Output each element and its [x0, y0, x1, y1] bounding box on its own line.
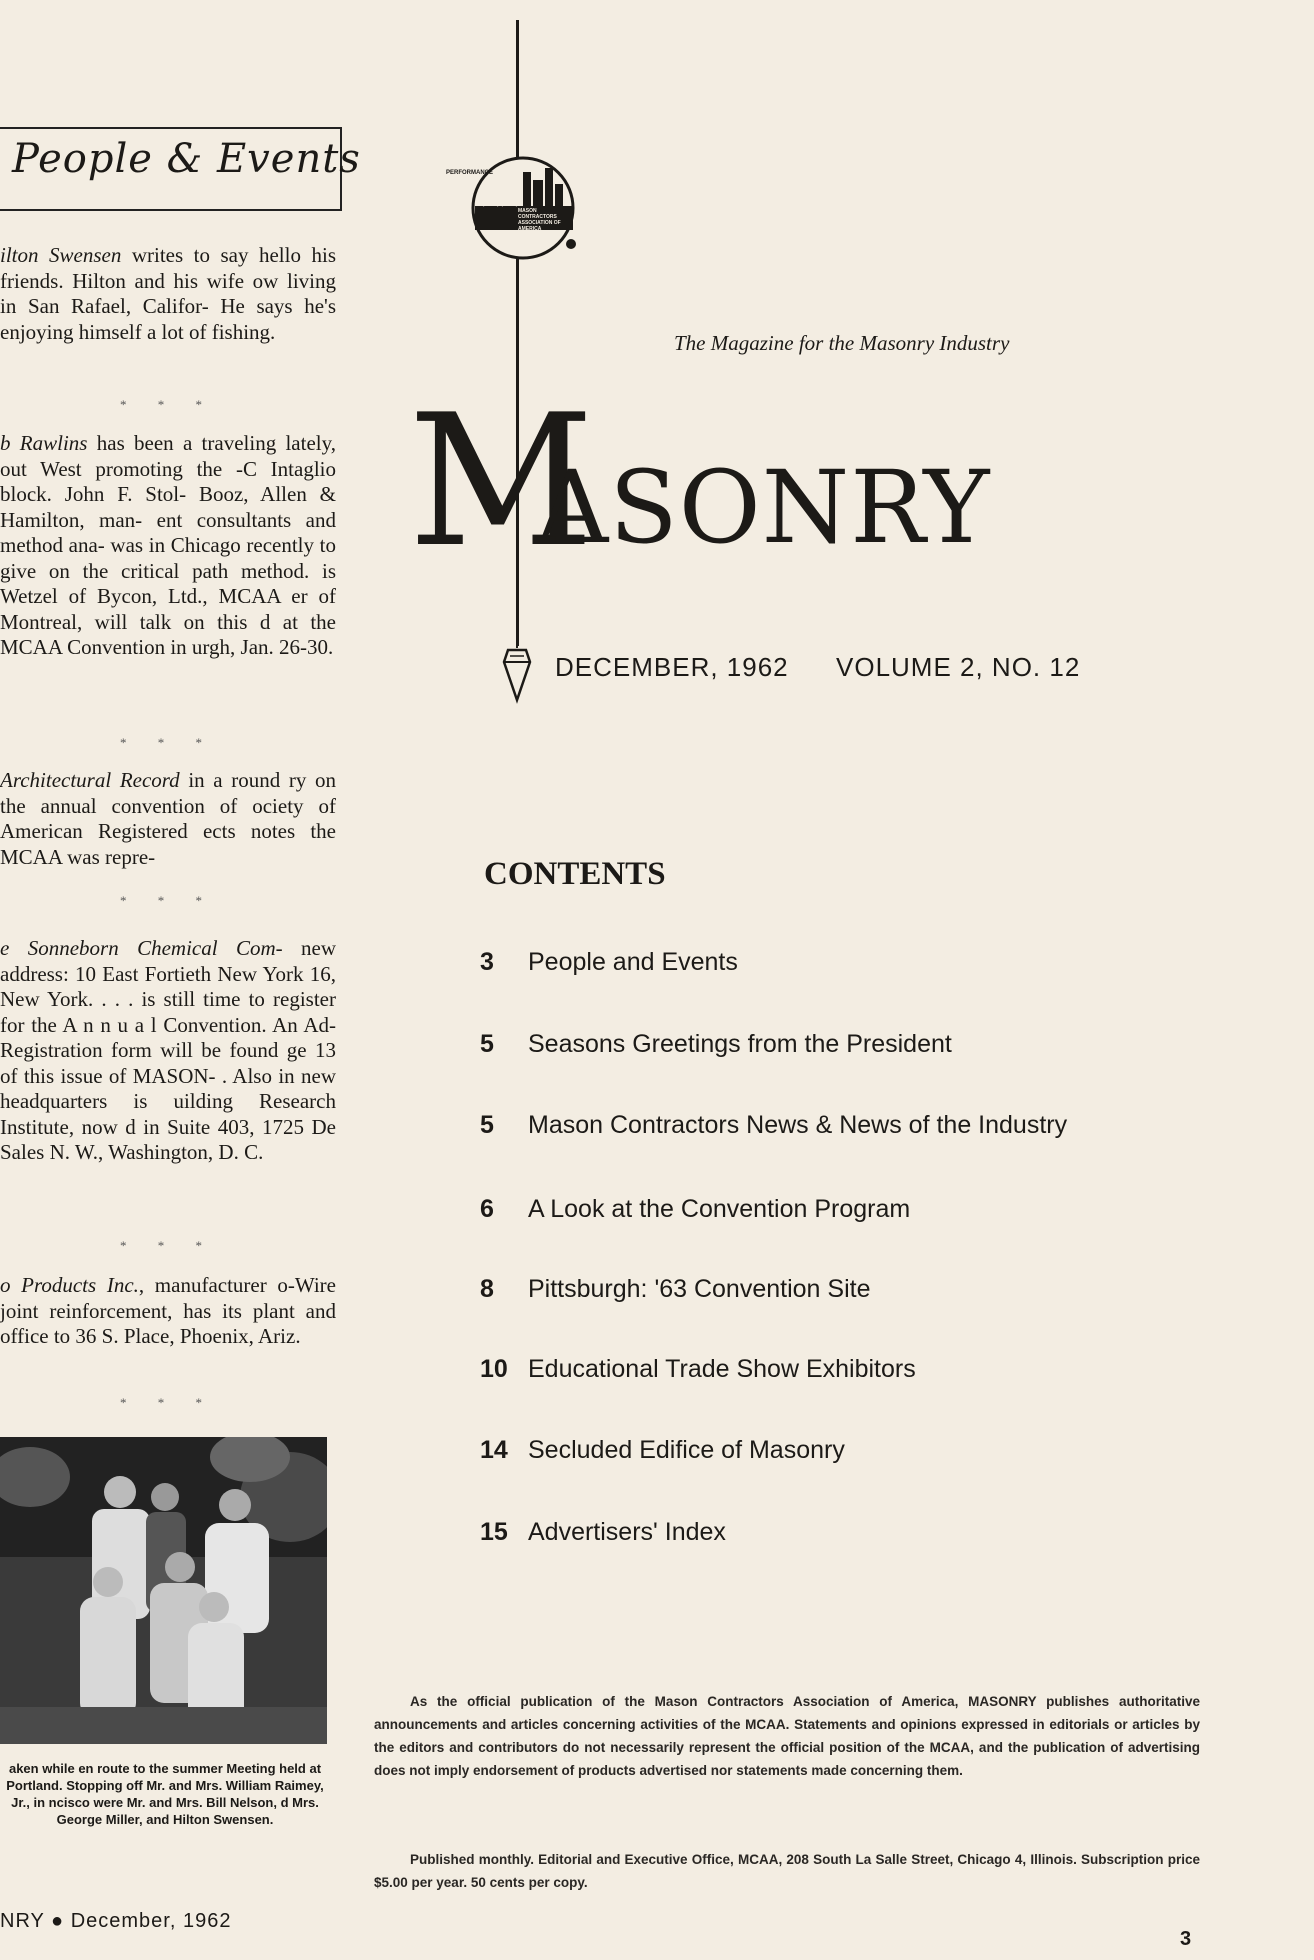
toc-item: [480, 948, 1200, 977]
toc-title: People and Events: [528, 948, 738, 976]
toc-page: 5: [480, 1030, 494, 1058]
paragraph-body: has been a traveling lately, out West promoting the -C Intaglio block. John F. Stol- Booz, Allen & Hamilton, man- ent consultants and method ana- was in Chicago recently to give on the critical path method. is Wetzel of Bycon, Ltd., MCAA er of Montreal, will talk on this d at the MCAA Convention in urgh, Jan. 26-30.: [0, 431, 336, 659]
mcaa-logo: [463, 148, 577, 262]
toc-page: 3: [480, 948, 494, 976]
masthead-title: [408, 375, 1108, 587]
toc-page: 10: [480, 1355, 508, 1383]
toc-item: [480, 1436, 1200, 1465]
toc-item: [480, 1518, 1200, 1547]
plumb-bob-icon: [494, 640, 540, 704]
paragraph-body: , manufacturer o-Wire joint reinforcement, has its plant and office to 36 S. Place, Phoenix, Ariz.: [0, 1273, 336, 1348]
paragraph-architectural-record: [0, 768, 336, 870]
toc-page: 6: [480, 1195, 494, 1223]
paragraph-body: in a round ry on the annual convention of ociety of American Registered ects notes the MCAA was repre-: [0, 768, 336, 869]
paragraph-lead: Architectural Record: [0, 768, 180, 792]
toc-item: [480, 1275, 1200, 1304]
separator-stars: * * *: [120, 735, 216, 750]
paragraph-lead: b Rawlins: [0, 431, 88, 455]
toc-title: Pittsburgh: '63 Convention Site: [528, 1275, 871, 1303]
separator-stars: * * *: [120, 893, 216, 908]
publishing-info: [374, 1848, 1200, 1894]
toc-item: [480, 1030, 1200, 1059]
paragraph-rawlins: [0, 431, 336, 661]
people-events-heading: People & Events: [12, 136, 361, 182]
separator-stars: * * *: [120, 1238, 216, 1253]
paragraph-body: writes to say hello his friends. Hilton and his wife ow living in San Rafael, Califor- He says he's enjoying himself a lot of fishing.: [0, 243, 336, 344]
toc-title: Secluded Edifice of Masonry: [528, 1436, 845, 1464]
toc-item: [480, 1111, 1200, 1140]
paragraph-body: new address: 10 East Fortieth New York 16, New York. . . . is still time to register for the A n n u a l Convention. An Ad- Registration form will be found ge 13 of this issue of MASON- . Also in new headquarters is uilding Research Institute, now d in Suite 403, 1725 De Sales N. W., Washington, D. C.: [0, 936, 336, 1164]
logo-top-text: PERFORMANCE: [446, 170, 494, 176]
masthead-initial: M: [408, 375, 591, 587]
paragraph-lead: ilton Swensen: [0, 243, 122, 267]
logo-side-text: MASON CONTRACTORS ASSOCIATION OF AMERICA: [518, 208, 561, 232]
notice-text: As the official publication of the Mason Contractors Association of America, MASONRY publishes authoritative announcements and articles concerning activities of the MCAA. Statements and opinions expressed in editorials or articles by the editors and contributors do not necessarily represent the official position of the MCAA, and the publication of advertising does not imply endorsement of products advertised nor statements made concerning them.: [374, 1694, 1200, 1778]
toc-title: A Look at the Convention Program: [528, 1195, 911, 1223]
toc-title: Mason Contractors News & News of the Industry: [528, 1111, 1068, 1139]
issue-volume: VOLUME 2, NO. 12: [836, 652, 1081, 682]
official-publication-notice: [374, 1690, 1200, 1782]
page-number: 3: [1180, 1928, 1192, 1950]
toc-page: 8: [480, 1275, 494, 1303]
publishing-text: Published monthly. Editorial and Executive Office, MCAA, 208 South La Salle Street, Chicago 4, Illinois. Subscription price $5.00 per year. 50 cents per copy.: [374, 1852, 1200, 1890]
contents-heading: CONTENTS: [484, 856, 666, 892]
toc-item: [480, 1195, 1200, 1224]
separator-stars: * * *: [120, 1395, 216, 1410]
toc-page: 5: [480, 1111, 494, 1139]
paragraph-swensen: [0, 243, 336, 345]
toc-page: 14: [480, 1436, 508, 1464]
running-footer: NRY ● December, 1962: [0, 1910, 232, 1932]
toc-item: [480, 1355, 1200, 1384]
tagline: The Magazine for the Masonry Industry: [674, 331, 1010, 355]
toc-page: 15: [480, 1518, 508, 1546]
paragraph-lead: o Products Inc.: [0, 1273, 139, 1297]
paragraph-products-inc: [0, 1273, 336, 1350]
toc-title: Educational Trade Show Exhibitors: [528, 1355, 916, 1383]
group-photo-image: [0, 1437, 327, 1744]
group-photo: [0, 1437, 327, 1744]
toc-title: Advertisers' Index: [528, 1518, 726, 1546]
toc-title: Seasons Greetings from the President: [528, 1030, 952, 1058]
issue-date: DECEMBER, 1962: [555, 652, 789, 682]
paragraph-sonneborn: [0, 936, 336, 1166]
separator-stars: * * *: [120, 397, 216, 412]
masthead-rest: ASONRY: [536, 449, 991, 566]
photo-caption: aken while en route to the summer Meeting held at Portland. Stopping off Mr. and Mrs. William Raimey, Jr., in ncisco were Mr. and Mrs. Bill Nelson, d Mrs. George Miller, and Hilton Swensen.: [6, 1761, 324, 1827]
paragraph-lead: e Sonneborn Chemical Com-: [0, 936, 283, 960]
